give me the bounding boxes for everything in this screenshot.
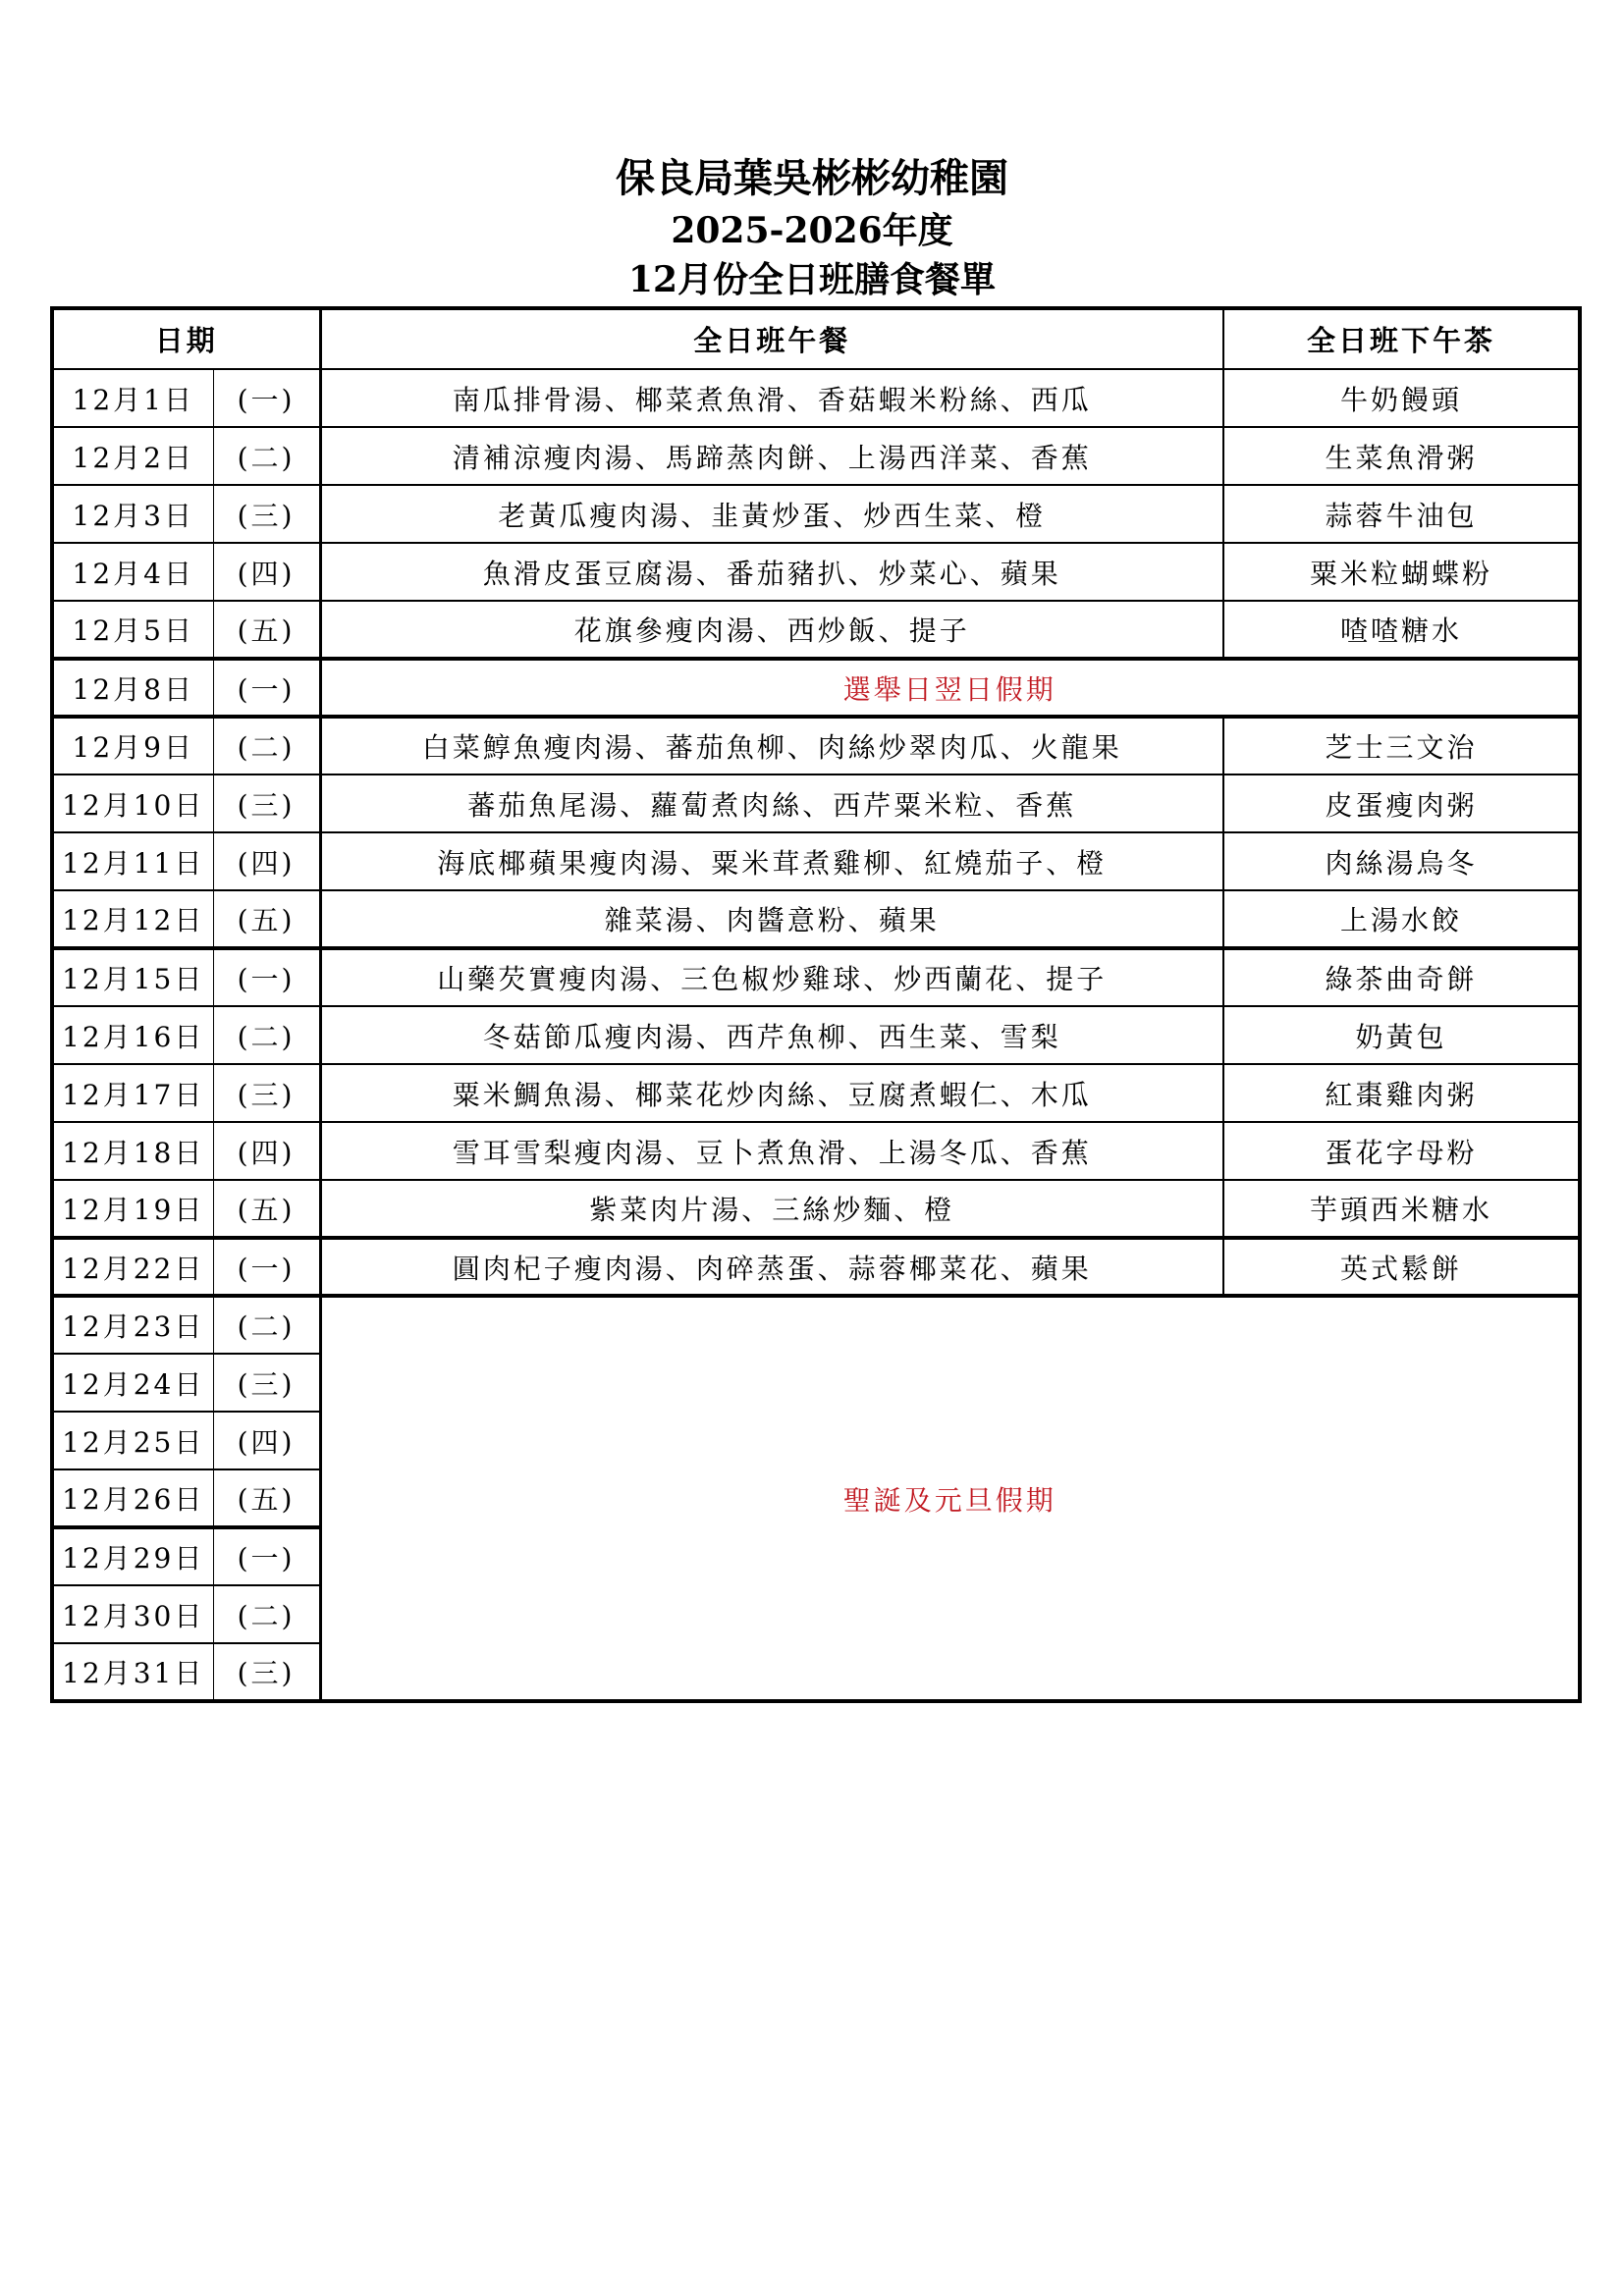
table-row bbox=[52, 832, 1580, 890]
date-cell: 12月5日 bbox=[52, 601, 213, 659]
weekday-cell: (三) bbox=[213, 1064, 320, 1122]
weekday-cell: (三) bbox=[213, 1643, 320, 1701]
table-row bbox=[52, 948, 1580, 1006]
weekday-cell: (五) bbox=[213, 1469, 320, 1527]
weekday-cell: (二) bbox=[213, 427, 320, 485]
date-cell: 12月3日 bbox=[52, 485, 213, 543]
date-cell: 12月17日 bbox=[52, 1064, 213, 1122]
tea-cell: 蒜蓉牛油包 bbox=[1223, 485, 1580, 543]
weekday-cell: (五) bbox=[213, 890, 320, 948]
date-cell: 12月15日 bbox=[52, 948, 213, 1006]
tea-cell: 喳喳糖水 bbox=[1223, 601, 1580, 659]
weekday-cell: (五) bbox=[213, 601, 320, 659]
table-row bbox=[52, 543, 1580, 601]
table-row bbox=[52, 1064, 1580, 1122]
tea-cell: 上湯水餃 bbox=[1223, 890, 1580, 948]
holiday-block-label: 聖誕及元旦假期 bbox=[320, 1296, 1580, 1701]
tea-cell: 芋頭西米糖水 bbox=[1223, 1180, 1580, 1238]
menu-title: 12月份全日班膳食餐單 bbox=[627, 259, 997, 300]
tea-column-header: 全日班下午茶 bbox=[1223, 308, 1580, 369]
lunch-cell: 圓肉杞子瘦肉湯、肉碎蒸蛋、蒜蓉椰菜花、蘋果 bbox=[320, 1238, 1223, 1296]
date-cell: 12月29日 bbox=[52, 1527, 213, 1585]
tea-cell: 粟米粒蝴蝶粉 bbox=[1223, 543, 1580, 601]
table-row bbox=[52, 1180, 1580, 1238]
weekday-cell: (一) bbox=[213, 948, 320, 1006]
tea-cell: 英式鬆餅 bbox=[1223, 1238, 1580, 1296]
weekday-cell: (五) bbox=[213, 1180, 320, 1238]
table-row bbox=[52, 890, 1580, 948]
date-cell: 12月8日 bbox=[52, 659, 213, 717]
weekday-cell: (一) bbox=[213, 659, 320, 717]
weekday-cell: (四) bbox=[213, 1122, 320, 1180]
lunch-cell: 粟米鯛魚湯、椰菜花炒肉絲、豆腐煮蝦仁、木瓜 bbox=[320, 1064, 1223, 1122]
weekday-cell: (四) bbox=[213, 832, 320, 890]
lunch-cell: 蕃茄魚尾湯、蘿蔔煮肉絲、西芹粟米粒、香蕉 bbox=[320, 774, 1223, 832]
tea-cell: 蛋花字母粉 bbox=[1223, 1122, 1580, 1180]
table-row bbox=[52, 427, 1580, 485]
date-cell: 12月31日 bbox=[52, 1643, 213, 1701]
date-cell: 12月12日 bbox=[52, 890, 213, 948]
lunch-cell: 海底椰蘋果瘦肉湯、粟米茸煮雞柳、紅燒茄子、橙 bbox=[320, 832, 1223, 890]
weekday-cell: (一) bbox=[213, 1238, 320, 1296]
lunch-cell: 白菜鯙魚瘦肉湯、蕃茄魚柳、肉絲炒翠肉瓜、火龍果 bbox=[320, 717, 1223, 774]
tea-cell: 紅棗雞肉粥 bbox=[1223, 1064, 1580, 1122]
table-row bbox=[52, 1006, 1580, 1064]
date-cell: 12月16日 bbox=[52, 1006, 213, 1064]
date-cell: 12月4日 bbox=[52, 543, 213, 601]
date-cell: 12月11日 bbox=[52, 832, 213, 890]
lunch-cell: 花旗參瘦肉湯、西炒飯、提子 bbox=[320, 601, 1223, 659]
tea-cell: 綠茶曲奇餅 bbox=[1223, 948, 1580, 1006]
lunch-cell: 雪耳雪梨瘦肉湯、豆卜煮魚滑、上湯冬瓜、香蕉 bbox=[320, 1122, 1223, 1180]
table-row bbox=[52, 717, 1580, 774]
date-cell: 12月25日 bbox=[52, 1412, 213, 1469]
lunch-cell: 山藥芡實瘦肉湯、三色椒炒雞球、炒西蘭花、提子 bbox=[320, 948, 1223, 1006]
weekday-cell: (一) bbox=[213, 1527, 320, 1585]
weekday-cell: (二) bbox=[213, 717, 320, 774]
date-cell: 12月30日 bbox=[52, 1585, 213, 1643]
holiday-block-row bbox=[52, 1296, 1580, 1354]
holiday-row bbox=[52, 659, 1580, 717]
table-row bbox=[52, 774, 1580, 832]
date-cell: 12月22日 bbox=[52, 1238, 213, 1296]
menu-table bbox=[50, 306, 1582, 1703]
table-row bbox=[52, 601, 1580, 659]
lunch-column-header: 全日班午餐 bbox=[320, 308, 1223, 369]
tea-cell: 芝士三文治 bbox=[1223, 717, 1580, 774]
date-cell: 12月9日 bbox=[52, 717, 213, 774]
lunch-cell: 雜菜湯、肉醬意粉、蘋果 bbox=[320, 890, 1223, 948]
date-column-header: 日期 bbox=[52, 308, 320, 369]
weekday-cell: (三) bbox=[213, 485, 320, 543]
tea-cell: 牛奶饅頭 bbox=[1223, 369, 1580, 427]
table-row bbox=[52, 369, 1580, 427]
date-cell: 12月10日 bbox=[52, 774, 213, 832]
lunch-cell: 魚滑皮蛋豆腐湯、番茄豬扒、炒菜心、蘋果 bbox=[320, 543, 1223, 601]
date-cell: 12月2日 bbox=[52, 427, 213, 485]
lunch-cell: 南瓜排骨湯、椰菜煮魚滑、香菇蝦米粉絲、西瓜 bbox=[320, 369, 1223, 427]
holiday-label: 選舉日翌日假期 bbox=[320, 659, 1580, 717]
date-cell: 12月18日 bbox=[52, 1122, 213, 1180]
lunch-cell: 清補涼瘦肉湯、馬蹄蒸肉餅、上湯西洋菜、香蕉 bbox=[320, 427, 1223, 485]
weekday-cell: (一) bbox=[213, 369, 320, 427]
date-cell: 12月24日 bbox=[52, 1354, 213, 1412]
lunch-cell: 冬菇節瓜瘦肉湯、西芹魚柳、西生菜、雪梨 bbox=[320, 1006, 1223, 1064]
date-cell: 12月19日 bbox=[52, 1180, 213, 1238]
weekday-cell: (二) bbox=[213, 1585, 320, 1643]
weekday-cell: (二) bbox=[213, 1296, 320, 1354]
table-row bbox=[52, 485, 1580, 543]
weekday-cell: (四) bbox=[213, 1412, 320, 1469]
weekday-cell: (三) bbox=[213, 1354, 320, 1412]
menu-body bbox=[52, 369, 1580, 1701]
header-row bbox=[52, 308, 1580, 369]
lunch-cell: 紫菜肉片湯、三絲炒麵、橙 bbox=[320, 1180, 1223, 1238]
school-name: 保良局葉吳彬彬幼稚園 bbox=[616, 155, 1008, 201]
table-row bbox=[52, 1238, 1580, 1296]
tea-cell: 生菜魚滑粥 bbox=[1223, 427, 1580, 485]
tea-cell: 肉絲湯烏冬 bbox=[1223, 832, 1580, 890]
lunch-cell: 老黃瓜瘦肉湯、韭黃炒蛋、炒西生菜、橙 bbox=[320, 485, 1223, 543]
date-cell: 12月1日 bbox=[52, 369, 213, 427]
school-year: 2025-2026年度 bbox=[671, 210, 953, 251]
tea-cell: 奶黃包 bbox=[1223, 1006, 1580, 1064]
weekday-cell: (二) bbox=[213, 1006, 320, 1064]
table-row bbox=[52, 1122, 1580, 1180]
date-cell: 12月23日 bbox=[52, 1296, 213, 1354]
date-cell: 12月26日 bbox=[52, 1469, 213, 1527]
weekday-cell: (四) bbox=[213, 543, 320, 601]
tea-cell: 皮蛋瘦肉粥 bbox=[1223, 774, 1580, 832]
weekday-cell: (三) bbox=[213, 774, 320, 832]
